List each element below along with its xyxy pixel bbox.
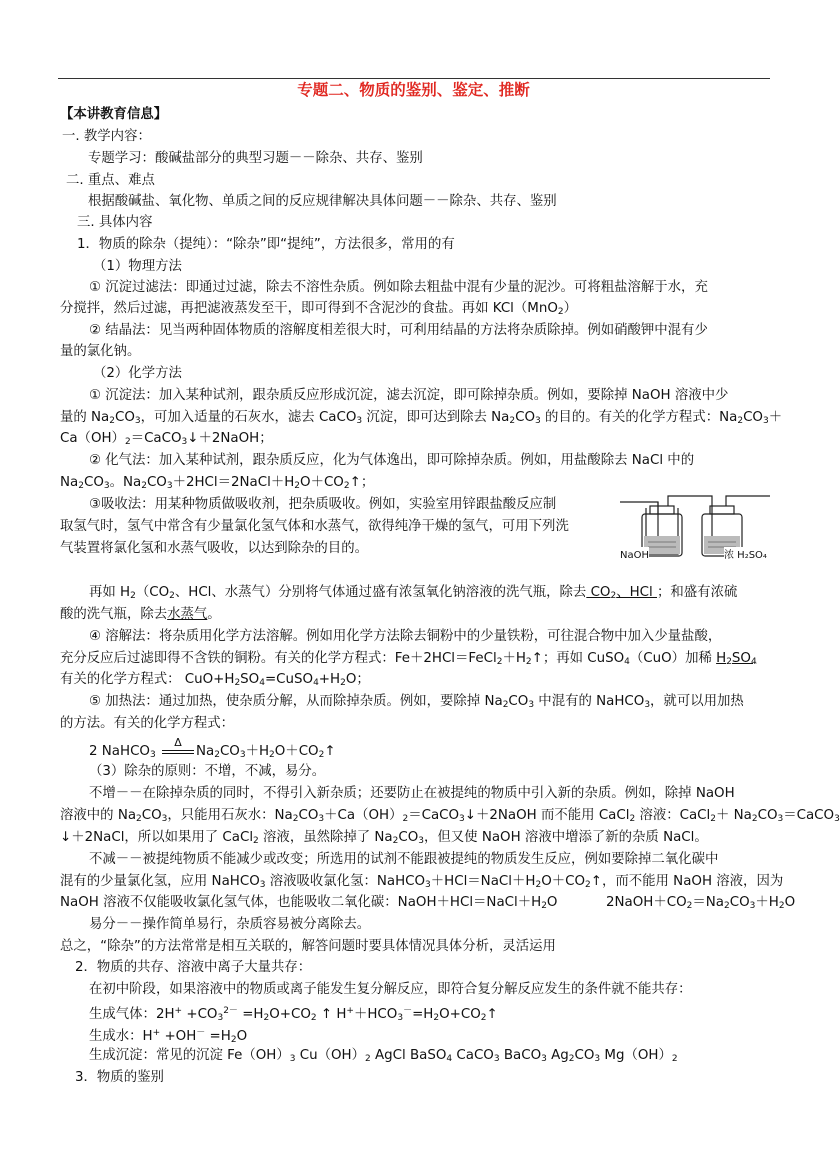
- point-2-text: 在初中阶段，如果溶液中的物质或离子能发生复分解反应，即符合复分解反应发生的条件就不能共存：: [89, 982, 692, 997]
- principle-no-reduction-equation-2: $2NaOH+CO_2=Na_2CO_3+H_2O$: [606, 895, 796, 911]
- page-title: 专题二、物质的鉴别、鉴定、推断: [297, 81, 530, 99]
- principle-easy-separation: 易分－－操作简单易行，杂质容易被分离除去。: [89, 917, 371, 932]
- info-header: 【本讲教育信息】: [60, 107, 168, 122]
- principle-no-reduction-line-1: 不减－－被提纯物质不能减少或改变；所选用的试剂不能跟被提纯的物质发生反应，例如要除掉二氧化碳中: [89, 852, 719, 867]
- absorption-line-2: 取氢气时，氢气中常含有少量氯化氢气体和水蒸气，欲得纯净干燥的氢气，可用下列洗: [60, 519, 569, 534]
- coexistence-gas: 生成气体：$2H^+ +CO_3^{2-} =H_2O+CO_2$ ↑ $H^++HCO_3^-=H_2O+CO_2↑$: [89, 1006, 498, 1023]
- summary-line: 总之，“除杂”的方法常常是相互关联的，解答问题时要具体情况具体分析，灵活运用: [60, 939, 556, 954]
- heating-line-2: 的方法。有关的化学方程式：: [60, 716, 235, 731]
- dissolution-equation: 有关的化学方程式： $CuO+H_2SO_4=CuSO_4+H_2O$；: [60, 672, 370, 688]
- filtration-line-1: ① 沉淀过滤法：即通过过滤，除去不溶性杂质。例如除去粗盐中混有少量的泥沙。可将粗盐溶解于水，充: [89, 280, 708, 295]
- principle-no-addition-line-2: 溶液中的 $Na_2CO_3$，只能用石灰水：$Na_2CO_3+Ca(OH)_2=CaCO_3↓+2NaOH$ 而不能用 CaCl$_2$ 溶液：CaCl$_2$＋ $Na_2CO_3=CaCO_3$: [60, 808, 840, 824]
- gasification-line-1: ② 化气法：加入某种试剂，跟杂质反应，化为气体逸出，即可除掉杂质。例如，用盐酸除去 NaCl 中的: [89, 453, 695, 468]
- filtration-line-2: 分搅拌，然后过滤，再把滤液蒸发至干，即可得到不含泥沙的食盐。再如 KCl（MnO$_2$）: [60, 301, 577, 317]
- section-1-heading: 一. 教学内容：: [62, 129, 151, 144]
- section-1-text: 专题学习：酸碱盐部分的典型习题－－除杂、共存、鉴别: [88, 151, 423, 166]
- absorption-line-3: 气装置将氯化氢和水蒸气吸收，以达到除杂的目的。: [60, 541, 368, 556]
- principle-no-addition-line-3: ↓＋2NaCl，所以如果用了 CaCl$_2$ 溶液，虽然除掉了 $Na_2CO_3$，但又使 NaOH 溶液中增添了新的杂质 NaCl。: [60, 830, 708, 846]
- section-3-heading: 三. 具体内容: [77, 215, 153, 230]
- principle-no-reduction-line-3: NaOH 溶液不仅能吸收氯化氢气体，也能吸收二氧化碳：$NaOH+HCl=NaCl+H_2O$: [60, 895, 558, 911]
- section-2-heading: 二. 重点、难点: [66, 173, 155, 188]
- point-3-heading: 3．物质的鉴别: [75, 1070, 164, 1085]
- heating-line-1: ⑤ 加热法：通过加热，使杂质分解，从而除掉杂质。例如，要除掉 $Na_2CO_3$ 中混有的 NaHCO$_3$，就可以用加热: [89, 694, 744, 710]
- precipitation-line-2: 量的 $Na_2CO_3$，可加入适量的石灰水，滤去 CaCO$_3$ 沉淀，即可达到除去 $Na_2CO_3$ 的目的。有关的化学方程式：$Na_2CO_3+$: [60, 410, 783, 426]
- section-2-text: 根据酸碱盐、氧化物、单质之间的反应规律解决具体问题－－除杂、共存、鉴别: [88, 194, 557, 209]
- absorption-line-1: ③吸收法：用某种物质做吸收剂，把杂质吸收。例如，实验室用锌跟盐酸反应制: [89, 497, 557, 512]
- principle-no-addition-line-1: 不增－－在除掉杂质的同时，不得引入新杂质；还要防止在被提纯的物质中引入新的杂质。例如，除掉 NaOH: [89, 786, 735, 801]
- chemical-method-heading: （2）化学方法: [93, 366, 182, 381]
- dissolution-line-1: ④ 溶解法：将杂质用化学方法溶解。例如用化学方法除去铜粉中的少量铁粉，可往混合物中加入少量盐酸，: [89, 629, 722, 644]
- figure-label-naoh: NaOH: [620, 547, 649, 564]
- dissolution-line-2: 充分反应后过滤即得不含铁的铜粉。有关的化学方程式：$Fe+2HCl=FeCl_2+H_2↑$；再如 CuSO$_4$（CuO）加稀 $H_2SO_4$: [60, 651, 757, 667]
- absorption-line-4: 再如 $H_2(CO_2$、HCl、水蒸气）分别将气体通过盛有浓氢氧化钠溶液的洗气瓶，除去 $CO_2$、HCl ；和盛有浓硫: [89, 585, 738, 601]
- gasification-equation: $Na_2CO_3$。$Na_2CO_3+2HCl=2NaCl+H_2O+CO_2↑$；: [60, 475, 375, 491]
- figure-label-h2so4: 浓 H₂SO₄: [724, 547, 767, 564]
- coexistence-water: 生成水：$H^+ +OH^- =H_2O$: [89, 1028, 248, 1045]
- header-rule: [58, 78, 770, 79]
- precipitation-line-1: ① 沉淀法：加入某种试剂，跟杂质反应形成沉淀，滤去沉淀，即可除掉杂质。例如，要除掉 NaOH 溶液中少: [89, 388, 729, 403]
- heating-condition-sign: Δ: [160, 742, 196, 756]
- principle-no-reduction-line-2: 混有的少量氯化氢，应用 NaHCO$_3$ 溶液吸收氯化氢：$NaHCO_3+HCl=NaCl+H_2O+CO_2↑$，而不能用 NaOH 溶液，因为: [60, 874, 784, 890]
- coexistence-precipitate: 生成沉淀：常见的沉淀 $Fe(OH)_3$ $Cu(OH)_2$ AgCl BaSO$_4$ CaCO$_3$ BaCO$_3$ $Ag_2CO_3$ $Mg(OH)_2$: [89, 1048, 678, 1064]
- principles-heading: （3）除杂的原则：不增，不减，易分。: [89, 764, 326, 779]
- precipitation-equation: $Ca(OH)_2=CaCO_3↓+2NaOH$；: [60, 431, 273, 447]
- absorption-line-5: 酸的洗气瓶，除去水蒸气。: [60, 607, 221, 622]
- heating-equation: 2 NaHCO$_3$ Δ $Na_2CO_3+H_2O+CO_2↑$: [89, 736, 336, 760]
- crystallization-line-2: 量的氯化钠。: [60, 344, 141, 359]
- point-1-heading: 1．物质的除杂（提纯）：“除杂”即“提纯”，方法很多，常用的有: [77, 237, 455, 252]
- crystallization-line-1: ② 结晶法：见当两种固体物质的溶解度相差很大时，可利用结晶的方法将杂质除掉。例如硝酸钾中混有少: [89, 323, 708, 338]
- point-2-heading: 2．物质的共存、溶液中离子大量共存：: [75, 960, 312, 975]
- physical-method-heading: （1）物理方法: [93, 259, 182, 274]
